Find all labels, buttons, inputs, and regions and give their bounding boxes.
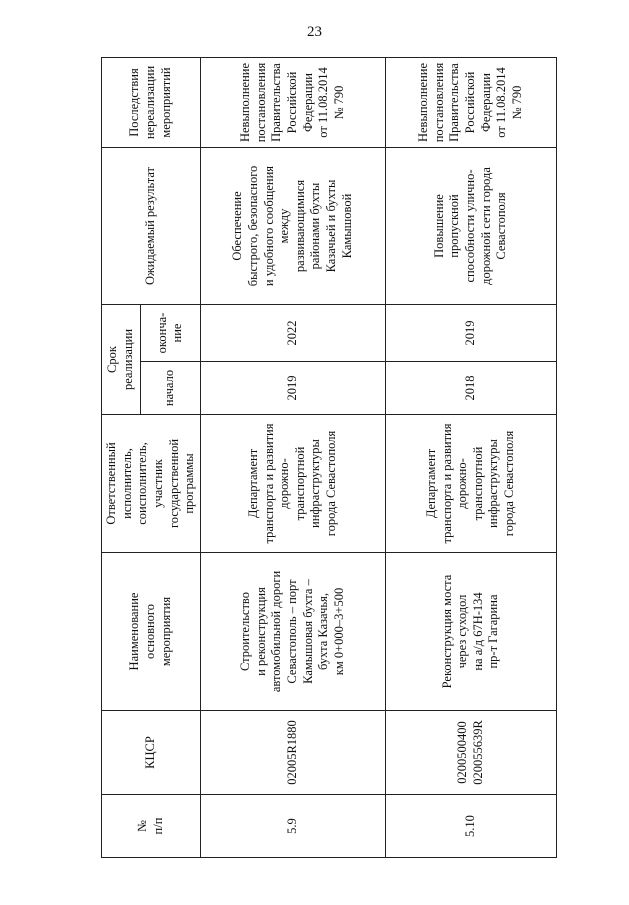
- header-consequences: Последствия нереализации мероприятий: [102, 58, 201, 148]
- cell-kcsr: 0200500400 020055639R: [385, 711, 556, 795]
- page-number: 23: [307, 24, 322, 40]
- table-header-row: [102, 58, 141, 858]
- header-period-start: начало: [140, 362, 200, 415]
- cell-result: Повышение пропускной способности улично- дорожной сети города Севастополя: [385, 148, 556, 305]
- cell-end: 2022: [200, 305, 385, 362]
- cell-num: 5.10: [385, 795, 556, 858]
- header-responsible: Ответственный исполнитель, соисполнитель, участник государственной программы: [102, 415, 201, 553]
- cell-consequences: Невыполнение постановления Правительства Российской Федерации от 11.08.2014 № 790: [385, 58, 556, 148]
- cell-start: 2019: [200, 362, 385, 415]
- cell-responsible: Департамент транспорта и развития дорожно- транспортной инфраструктуры города Севастополя: [200, 415, 385, 553]
- header-kcsr: КЦСР: [102, 711, 201, 795]
- cell-num: 5.9: [200, 795, 385, 858]
- header-name: Наименование основного мероприятия: [102, 553, 201, 711]
- cell-result: Обеспечение быстрого, безопасного и удобного сообщения между развивающимися районами бухты Казачьей и бухты Камышовой: [200, 148, 385, 305]
- table-rotated-container: [101, 58, 549, 858]
- events-table: [101, 57, 557, 858]
- table-row: [200, 58, 385, 858]
- cell-start: 2018: [385, 362, 556, 415]
- cell-consequences: Невыполнение постановления Правительства Российской Федерации от 11.08.2014 № 790: [200, 58, 385, 148]
- header-period-end: оконча- ние: [140, 305, 200, 362]
- cell-name: Строительство и реконструкция автомобильной дороги Севастополь – порт Камышовая бухта – бухта Казачья, км 0+000–3+500: [200, 553, 385, 711]
- cell-kcsr: 02005R1880: [200, 711, 385, 795]
- header-num: № п/п: [102, 795, 201, 858]
- cell-end: 2019: [385, 305, 556, 362]
- cell-responsible: Департамент транспорта и развития дорожно- транспортной инфраструктуры города Севастополя: [385, 415, 556, 553]
- cell-name: Реконструкция моста через суходол на а/д 67Н-134 пр-т Гагарина: [385, 553, 556, 711]
- header-result: Ожидаемый результат: [102, 148, 201, 305]
- table-row: [385, 58, 556, 858]
- header-period: Срок реализации: [102, 305, 141, 415]
